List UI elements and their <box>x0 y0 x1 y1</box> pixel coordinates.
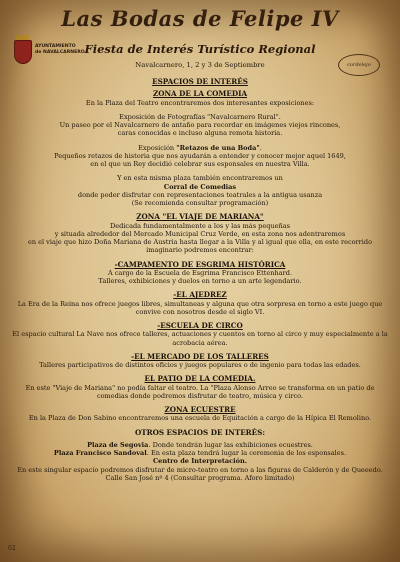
viaje-line: imaginario podremos encontrar: <box>146 246 254 255</box>
corral-line: donde poder disfrutar con representaciones teatrales a la antigua usanza <box>77 190 323 199</box>
expo1-line: caras conocidas e incluso alguna remota historia. <box>117 129 283 138</box>
sandoval-line: Plaza Francisco Sandoval. En esta plaza tendrá lugar la ceremonia de los esponsales. <box>53 449 347 457</box>
section-heading-patio: EL PATIO DE LA COMEDIA. <box>144 374 256 384</box>
ecuestre-line: En la Plaza de Don Sabino encontraremos una escuela de Equitación a cargo de la Hípica El Remolino. <box>28 414 372 423</box>
centro-line: Calle San José nº 4 (Consultar programa. Aforo limitado) <box>105 473 295 482</box>
section-heading-mercado: -EL MERCADO DE LOS TALLERES <box>131 351 269 361</box>
section-heading-ajedrez: -EL AJEDREZ <box>173 290 227 300</box>
program-content <box>10 78 390 482</box>
corral-name: Corral de Comedias <box>163 182 237 191</box>
corral-intro: Y en esta misma plaza también encontraremos un <box>117 174 283 183</box>
expo2-line: Pequeños retazos de historia que nos ayudarán a entender y conocer mejor aquel 1649, <box>54 151 346 160</box>
esgrima-line: Talleres, exhibiciones y duelos en torno a un arte legendario. <box>98 277 302 285</box>
viaje-line: y situada alrededor del Mercado Municipal Cruz Verde, en esta zona nos adentraremos <box>54 229 346 238</box>
expo2-title: Exposición "Retazos de una Boda". <box>138 143 262 152</box>
ajedrez-line: convive con nosotros desde el siglo VI. <box>135 307 265 316</box>
town-hall-logo-text: AYUNTAMIENTO de NAVALCARNERO <box>35 44 85 55</box>
comedia-intro: En la Plaza del Teatro encontraremos dos interesantes exposiciones: <box>85 98 315 107</box>
ajedrez-line: La Era de la Reina nos ofrece juegos libres, simultaneas y alguna que otra sorpresa en torno a este juego que <box>17 299 383 308</box>
esgrima-line: A cargo de la Escuela de Esgrima Francisco Ettenhard. <box>107 268 293 277</box>
expo1-line: Un paseo por el Navalcarnero de antaño para recordar en imágenes viejos rincones, <box>59 121 341 129</box>
page-title: Las Bodas de Felipe IV <box>61 6 339 31</box>
cordelejo-logo: cordelejo <box>338 54 380 76</box>
event-date: Navalcarnero, 1, 2 y 3 de Septiembre <box>135 61 265 69</box>
circo-line: acrobacia aérea. <box>172 338 228 347</box>
expo2-line: en el que un Rey decidió celebrar sus esponsales en nuestra Villa. <box>90 160 310 168</box>
centro-line: En este singular espacio podremos disfrutar de micro-teatro en torno a las figuras de Calderón y de Queeedo. <box>17 465 383 474</box>
section-heading-comedia: ZONA DE LA COMEDIA <box>152 89 248 99</box>
town-hall-logo <box>8 38 108 78</box>
section-heading-viaje: ZONA "EL VIAJE DE MARIANA" <box>136 212 264 222</box>
segovia-line: Plaza de Segovia. Donde tendrán lugar las exhibiciones ecuestres. <box>87 440 313 449</box>
section-heading-circo: -ESCUELA DE CIRCO <box>157 321 243 330</box>
section-heading-ecuestre: ZONA ECUESTRE <box>164 405 236 414</box>
patio-line: comedias donde podremos disfrutar de teatro, música y circo. <box>96 391 304 400</box>
section-heading-espacios: ESPACIOS DE INTERÉS <box>152 77 248 86</box>
viaje-line: Dedicada fundamentalmente a los y las más pequeñas <box>110 221 290 230</box>
corral-line: (Se recomienda consultar programación) <box>131 199 269 207</box>
mercado-line: Talleres participativos de distintos oficios y juegos populares o de ingenio para todas las edades. <box>39 361 361 369</box>
page-subtitle: Fiesta de Interés Turístico Regional <box>84 42 316 56</box>
page-number: 02 <box>8 545 16 552</box>
section-heading-otros: OTROS ESPACIOS DE INTERÉS: <box>135 427 265 437</box>
section-heading-esgrima: -CAMPAMENTO DE ESGRIMA HISTÓRICA <box>114 259 286 269</box>
patio-line: En este "Viaje de Mariana" no podía faltar el teatro. La "Plaza Alonso Arreo se transforma en un patio de <box>25 383 375 392</box>
circo-line: El espacio cultural La Nave nos ofrece talleres, actuaciones y cuentos en torno al circo y muy especialmente a la <box>12 330 388 339</box>
expo1-title: Exposición de Fotografías "Navalcarnero Rural". <box>119 112 281 121</box>
centro-name: Centro de Interpretación. <box>152 457 248 466</box>
viaje-line: en el viaje que hizo Doña Mariana de Austria hasta llegar a la Villa y al igual que ella, en este recorrido <box>27 238 373 246</box>
coat-of-arms-icon <box>14 40 32 64</box>
